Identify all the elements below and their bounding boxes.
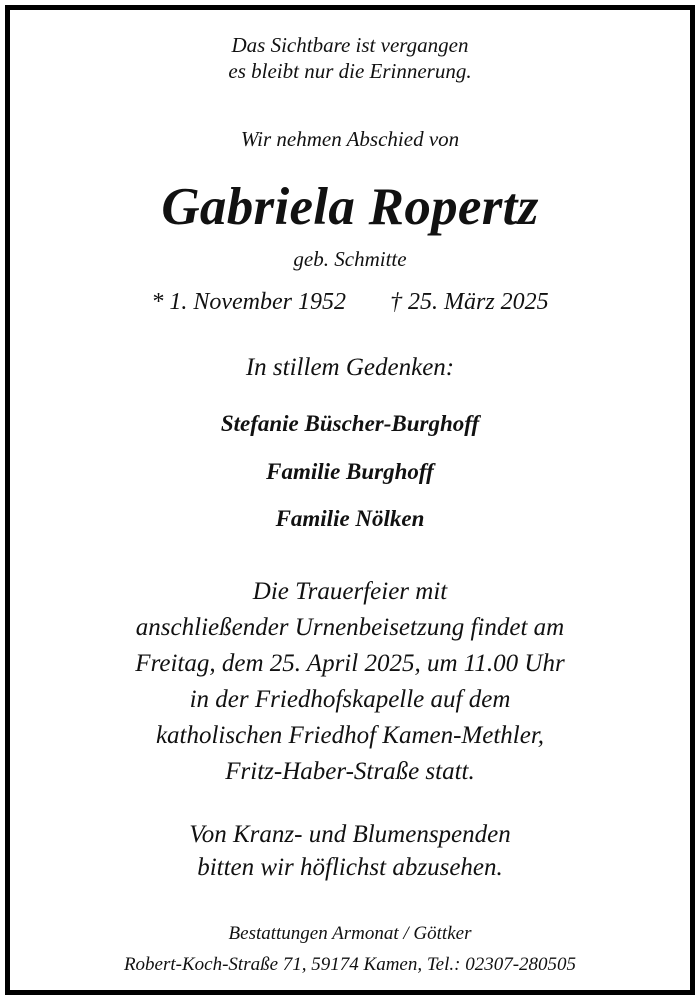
birth-date: * 1. November 1952 bbox=[151, 289, 346, 315]
ceremony-line: in der Friedhofskapelle auf dem bbox=[189, 686, 511, 713]
deceased-name: Gabriela Ropertz bbox=[161, 178, 539, 236]
flowers-note-line: bitten wir höflichst abzusehen. bbox=[197, 854, 503, 881]
ceremony-line: katholischen Friedhof Kamen-Methler, bbox=[155, 722, 545, 749]
obituary-notice bbox=[5, 5, 695, 995]
motto-line-1: Das Sichtbare ist vergangen bbox=[231, 33, 469, 57]
mourner-name: Familie Nölken bbox=[275, 506, 425, 531]
birth-name: geb. Schmitte bbox=[293, 247, 407, 271]
farewell-text: Wir nehmen Abschied von bbox=[240, 127, 460, 151]
death-date: † 25. März 2025 bbox=[389, 289, 549, 315]
ceremony-line: Fritz-Haber-Straße statt. bbox=[225, 758, 475, 785]
undertaker-address: Robert-Koch-Straße 71, 59174 Kamen, Tel.: 02307-280505 bbox=[123, 954, 577, 975]
ceremony-line: Freitag, dem 25. April 2025, um 11.00 Uhr bbox=[135, 650, 565, 677]
mourner-name: Stefanie Büscher-Burghoff bbox=[220, 411, 480, 436]
motto-line-2: es bleibt nur die Erinnerung. bbox=[228, 59, 472, 83]
mourner-name: Familie Burghoff bbox=[266, 459, 434, 484]
life-dates bbox=[10, 287, 690, 317]
undertaker-name: Bestattungen Armonat / Göttker bbox=[228, 923, 472, 944]
memory-heading: In stillem Gedenken: bbox=[245, 354, 455, 381]
ceremony-line: Die Trauerfeier mit bbox=[252, 578, 448, 605]
flowers-note-line: Von Kranz- und Blumenspenden bbox=[189, 821, 511, 848]
ceremony-line: anschließender Urnenbeisetzung findet am bbox=[135, 614, 565, 641]
